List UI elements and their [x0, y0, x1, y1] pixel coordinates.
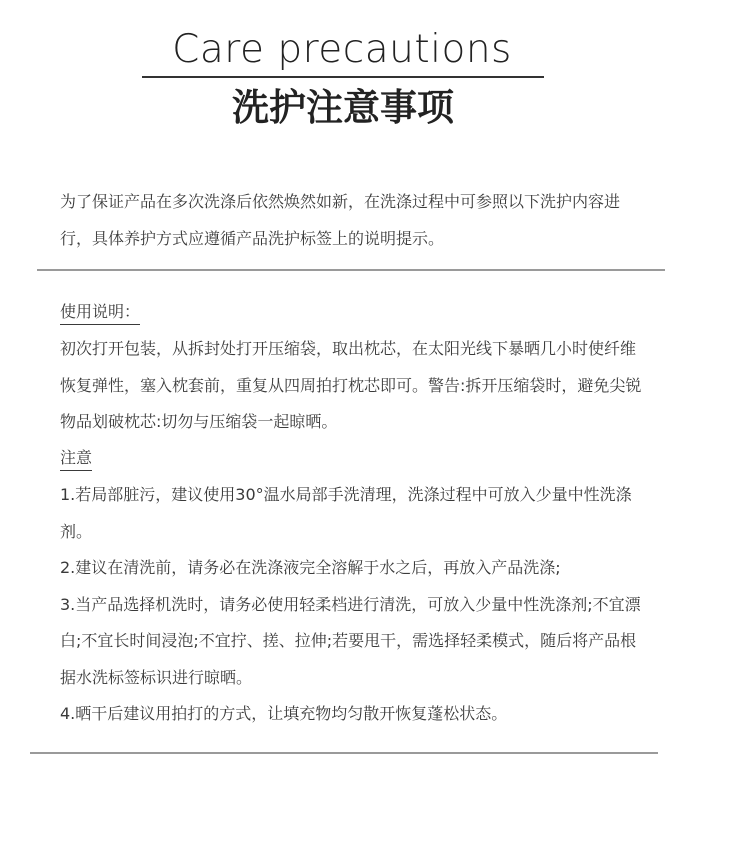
- note-item-4: 4.晒干后建议用拍打的方式，让填充物均匀散开恢复蓬松状态。: [60, 704, 508, 723]
- usage-heading: 使用说明：: [60, 301, 140, 325]
- title-chinese: 洗护注意事项: [232, 86, 454, 129]
- section-divider-top: [37, 269, 665, 271]
- usage-section: [60, 294, 650, 441]
- section-divider-bottom: [30, 752, 658, 754]
- title-english: Care precautions: [172, 27, 512, 72]
- note-item-1: 1.若局部脏污，建议使用30°温水局部手洗清理，洗涤过程中可放入少量中性洗涤剂。: [60, 485, 632, 541]
- note-item-3: 3.当产品选择机洗时，请务必使用轻柔档进行清洗，可放入少量中性洗涤剂;不宜漂白;不宜长时间浸泡;不宜拧、搓、拉伸;若要甩干，需选择轻柔模式，随后将产品根据水洗标签标识进行晾晒。: [60, 594, 641, 687]
- title-divider: [142, 76, 544, 78]
- note-item-2: 2.建议在清洗前，请务必在洗涤液完全溶解于水之后，再放入产品洗涤;: [60, 558, 561, 577]
- notes-heading: 注意: [60, 447, 92, 471]
- usage-text: 初次打开包装，从拆封处打开压缩袋，取出枕芯，在太阳光线下暴晒几小时使纤维恢复弹性，塞入枕套前，重复从四周拍打枕芯即可。警告:拆开压缩袋时，避免尖锐物品划破枕芯:切勿与压缩袋一起晾晒。: [60, 339, 642, 431]
- notes-section: [60, 440, 650, 733]
- intro-paragraph: 为了保证产品在多次洗涤后依然焕然如新，在洗涤过程中可参照以下洗护内容进行，具体养护方式应遵循产品洗护标签上的说明提示。: [60, 192, 621, 248]
